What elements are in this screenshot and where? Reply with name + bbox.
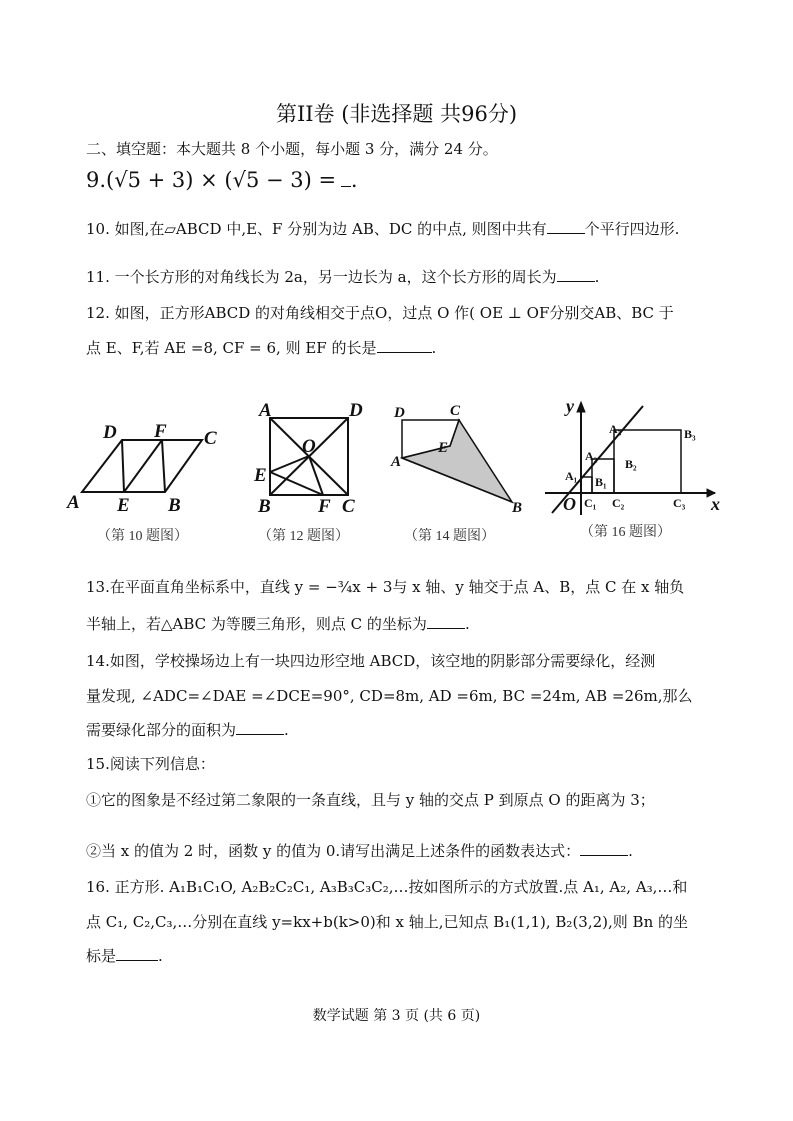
- q12-blank[interactable]: [377, 338, 432, 353]
- question-15-line2: ①它的图象是不经过第二象限的一条直线，且与 y 轴的交点 P 到原点 O 的距离为 3；: [86, 791, 655, 809]
- q14-blank[interactable]: [236, 720, 284, 735]
- fig16-label-c2: C₂: [612, 496, 625, 510]
- fig14-shaded-region: [402, 420, 512, 502]
- question-11: 11. 一个长方形的对角线长为 2a，另一边长为 a，这个长方形的周长为 .: [86, 268, 600, 286]
- q13-text: 半轴上，若△ABC 为等腰三角形，则点 C 的坐标为: [86, 615, 427, 633]
- figure-10: [82, 440, 202, 492]
- question-13-line2: 半轴上，若△ABC 为等腰三角形，则点 C 的坐标为 .: [86, 615, 470, 633]
- question-12-line2: 点 E、F,若 AE =8, CF = 6, 则 EF 的长是 .: [86, 339, 437, 357]
- fig14-label-a: A: [391, 454, 402, 470]
- fig14-label-c: C: [450, 403, 461, 419]
- q12-text: 点 E、F,若 AE =8, CF = 6, 则 EF 的长是: [86, 339, 377, 357]
- fig16-label-a2: A₂: [585, 449, 598, 463]
- fig16-label-b3: B₃: [684, 427, 696, 441]
- question-14-line3: 需要绿化部分的面积为 .: [86, 721, 289, 739]
- fig16-label-x: x: [711, 494, 720, 514]
- question-15-line3: ②当 x 的值为 2 时，函数 y 的值为 0.请写出满足上述条件的函数表达式： .: [86, 842, 633, 860]
- question-16-line2: 点 C₁, C₂,C₃,…分别在直线 y=kx+b(k>0)和 x 轴上,已知点 B₁(1,1), B₂(3,2),则 Bn 的坐: [86, 913, 688, 931]
- q15-blank[interactable]: [580, 841, 628, 856]
- fig16-square-1: [581, 477, 592, 493]
- fig14-label-b: B: [512, 500, 523, 516]
- fig12-label-c: C: [342, 496, 355, 517]
- question-14-line2: 量发现, ∠ADC=∠DAE =∠DCE=90°, CD=8m, AD =6m, BC =24m, AB =26m,那么: [86, 687, 693, 705]
- question-13-line1: 13.在平面直角坐标系中，直线 y = −¾x + 3与 x 轴、y 轴交于点 A、B，点 C 在 x 轴负: [86, 578, 685, 596]
- fig14-label-d: D: [394, 405, 405, 421]
- figures-row: [0, 390, 793, 550]
- q10-blank[interactable]: [547, 219, 585, 234]
- fig10-label-e: E: [117, 495, 130, 516]
- fig16-label-o: O: [563, 494, 576, 514]
- q9-blank[interactable]: [341, 172, 351, 187]
- fig14-caption: （第 14 题图）: [404, 529, 495, 544]
- fig10-caption: （第 10 题图）: [97, 529, 188, 544]
- q16-blank[interactable]: [116, 946, 158, 961]
- fig10-label-d: D: [103, 422, 117, 443]
- fig12-caption: （第 12 题图）: [258, 529, 349, 544]
- fig12-label-e: E: [254, 465, 267, 486]
- page-footer: 数学试题 第 3 页 (共 6 页): [312, 1008, 481, 1024]
- question-10: 10. 如图,在▱ABCD 中,E、F 分别为边 AB、DC 的中点, 则图中共有 个平行四边形.: [86, 220, 680, 238]
- fig16-label-b1: B₁: [595, 475, 607, 489]
- question-15-line1: 15.阅读下列信息：: [86, 755, 215, 773]
- fig16-label-c3: C₃: [673, 496, 686, 510]
- figure-14: [402, 420, 512, 502]
- fig10-label-f: F: [154, 421, 167, 442]
- fig12-label-a: A: [259, 400, 272, 421]
- fig16-label-b2: B₂: [625, 457, 637, 471]
- fig16-label-a3: A₃: [609, 422, 622, 436]
- fig10-label-a: A: [67, 492, 80, 513]
- q15-text: ②当 x 的值为 2 时，函数 y 的值为 0.请写出满足上述条件的函数表达式：: [86, 842, 581, 860]
- fig10-label-c: C: [204, 428, 217, 449]
- q10-text: 10. 如图,在▱ABCD 中,E、F 分别为边 AB、DC 的中点, 则图中共有: [86, 220, 547, 238]
- section-heading: 二、填空题：本大题共 8 个小题，每小题 3 分，满分 24 分。: [86, 140, 498, 158]
- fig10-label-b: B: [168, 495, 181, 516]
- fig14-label-e: E: [438, 440, 449, 456]
- question-12-line1: 12. 如图，正方形ABCD 的对角线相交于点O，过点 O 作( OE ⊥ OF分别交AB、BC 于: [86, 304, 674, 322]
- page-title: 第II卷 (非选择题 共96分): [275, 102, 518, 126]
- q14-text: 需要绿化部分的面积为: [86, 721, 237, 739]
- fig16-caption: （第 16 题图）: [580, 525, 671, 540]
- q11-text: 11. 一个长方形的对角线长为 2a，另一边长为 a，这个长方形的周长为: [86, 268, 557, 286]
- q13-blank[interactable]: [427, 614, 465, 629]
- fig12-label-f: F: [318, 496, 331, 517]
- fig12-label-d: D: [349, 400, 363, 421]
- question-9: 9.(√5 + 3) × (√5 − 3) = .: [86, 168, 358, 192]
- q11-blank[interactable]: [557, 267, 595, 282]
- question-16-line3: 标是 .: [86, 947, 163, 965]
- question-16-line1: 16. 正方形. A₁B₁C₁O, A₂B₂C₂C₁, A₃B₃C₃C₂,…按如图所示的方式放置.点 A₁, A₂, A₃,…和: [86, 878, 688, 896]
- fig16-label-a1: A₁: [565, 469, 578, 483]
- fig16-label-c1: C₁: [584, 496, 597, 510]
- fig12-label-b: B: [258, 496, 271, 517]
- q16-text: 标是: [86, 947, 117, 965]
- question-14-line1: 14.如图，学校操场边上有一块四边形空地 ABCD，该空地的阴影部分需要绿化，经测: [86, 652, 656, 670]
- fig12-label-o: O: [302, 436, 316, 457]
- fig16-label-y: y: [566, 396, 574, 416]
- q9-text: 9.(√5 + 3) × (√5 − 3) =: [86, 168, 337, 192]
